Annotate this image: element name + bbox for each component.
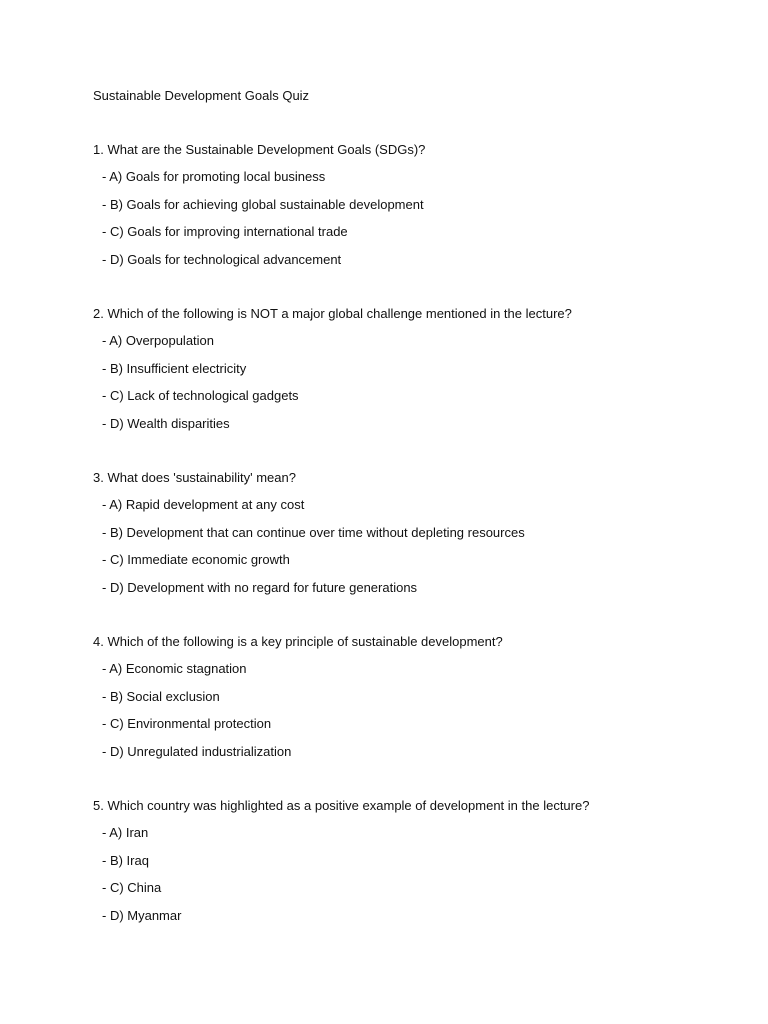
question-text: 2. Which of the following is NOT a major global challenge mentioned in the lecture? [93, 306, 572, 321]
question-5 [93, 797, 733, 925]
option-d: - D) Unregulated industrialization [102, 743, 292, 759]
document-title: Sustainable Development Goals Quiz [93, 88, 310, 103]
option-a: - A) Overpopulation [102, 333, 215, 349]
question-1 [93, 141, 733, 269]
option-a: - A) Economic stagnation [102, 661, 247, 677]
question-text: 3. What does 'sustainability' mean? [93, 470, 296, 485]
option-c: - C) China [102, 880, 162, 896]
question-4 [93, 633, 733, 761]
option-b: - B) Goals for achieving global sustainable development [102, 196, 424, 212]
option-b: - B) Social exclusion [102, 688, 220, 704]
option-b: - B) Iraq [102, 852, 149, 868]
answer-options [93, 168, 733, 268]
option-c: - C) Lack of technological gadgets [102, 388, 299, 404]
question-text: 4. Which of the following is a key principle of sustainable development? [93, 634, 503, 649]
option-b: - B) Development that can continue over time without depleting resources [102, 524, 525, 540]
option-d: - D) Myanmar [102, 907, 182, 923]
option-c: - C) Goals for improving international trade [102, 224, 348, 240]
option-a: - A) Rapid development at any cost [102, 497, 305, 513]
question-text: 1. What are the Sustainable Development Goals (SDGs)? [93, 142, 426, 157]
question-2 [93, 305, 733, 433]
answer-options [93, 332, 733, 432]
option-c: - C) Environmental protection [102, 716, 272, 732]
question-3 [93, 469, 733, 597]
option-a: - A) Goals for promoting local business [102, 169, 326, 185]
answer-options [93, 660, 733, 760]
answer-options [93, 824, 733, 924]
option-c: - C) Immediate economic growth [102, 552, 290, 568]
option-a: - A) Iran [102, 825, 149, 841]
option-b: - B) Insufficient electricity [102, 360, 247, 376]
option-d: - D) Wealth disparities [102, 415, 230, 431]
option-d: - D) Development with no regard for future generations [102, 579, 418, 595]
answer-options [93, 496, 733, 596]
question-text: 5. Which country was highlighted as a positive example of development in the lecture? [93, 798, 590, 813]
option-d: - D) Goals for technological advancement [102, 251, 342, 267]
